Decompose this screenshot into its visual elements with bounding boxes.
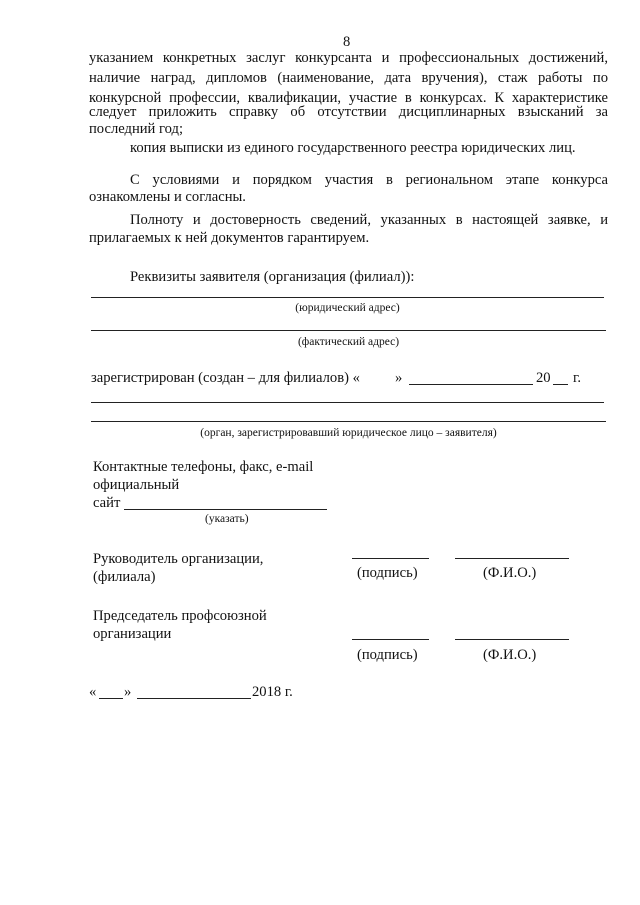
signatory-title: (филиала) — [93, 569, 156, 585]
legal-address-line — [91, 297, 604, 298]
name-line — [455, 639, 569, 640]
website-line — [124, 509, 327, 510]
registrar-line — [91, 402, 604, 403]
paragraph-line: последний год; — [89, 121, 183, 137]
name-caption: (Ф.И.О.) — [483, 565, 537, 581]
year-suffix: г. — [573, 370, 581, 386]
registrar-line — [91, 421, 606, 422]
date-day-line — [99, 698, 123, 699]
paragraph-line: прилагаемых к ней документов гарантируем. — [89, 230, 370, 246]
registrar-caption: (орган, зарегистрировавший юридическое лицо – заявителя) — [200, 427, 497, 439]
registration-month-line — [409, 384, 533, 385]
date-open-quote: « — [89, 684, 97, 700]
legal-address-caption: (юридический адрес) — [295, 302, 400, 314]
date-close-quote: » — [124, 684, 132, 700]
signatory-title: Руководитель организации, — [93, 551, 264, 567]
signature-line — [352, 558, 429, 559]
quote-close: » — [395, 370, 403, 386]
paragraph-line: копия выписки из единого государственного реестра юридических лиц. — [130, 140, 576, 156]
name-line — [455, 558, 569, 559]
contacts-label: официальный — [93, 477, 180, 493]
website-caption: (указать) — [205, 513, 249, 525]
signature-caption: (подпись) — [357, 565, 418, 581]
name-caption: (Ф.И.О.) — [483, 647, 537, 663]
signatory-title: Председатель профсоюзной — [93, 608, 267, 624]
paragraph-line: наличие наград, дипломов (наименование, дата вручения), стаж работы по — [89, 70, 608, 86]
requisites-heading: Реквизиты заявителя (организация (филиал)): — [130, 269, 415, 285]
registered-label: зарегистрирован (создан – для филиалов) « — [91, 370, 360, 386]
actual-address-caption: (фактический адрес) — [297, 336, 400, 348]
paragraph-line: конкурсной профессии, квалификации, участие в конкурсах. К характеристике — [89, 90, 608, 106]
paragraph-line: С условиями и порядком участия в региональном этапе конкурса — [130, 172, 608, 188]
page-number: 8 — [343, 34, 351, 50]
date-month-line — [137, 698, 251, 699]
paragraph-line: следует приложить справку об отсутствии дисциплинарных взысканий за — [89, 104, 608, 120]
signatory-title: организации — [93, 626, 172, 642]
date-year: 2018 г. — [252, 684, 293, 700]
contacts-label: Контактные телефоны, факс, e-mail — [93, 459, 314, 475]
registration-year-line — [553, 384, 568, 385]
signature-line — [352, 639, 429, 640]
paragraph-line: указанием конкретных заслуг конкурсанта и профессиональных достижений, — [89, 50, 608, 66]
actual-address-line — [91, 330, 606, 331]
paragraph-line: ознакомлены и согласны. — [89, 189, 246, 205]
paragraph-line: Полноту и достоверность сведений, указанных в настоящей заявке, и — [130, 212, 608, 228]
contacts-label: сайт — [93, 495, 121, 511]
year-prefix: 20 — [536, 370, 551, 386]
signature-caption: (подпись) — [357, 647, 418, 663]
